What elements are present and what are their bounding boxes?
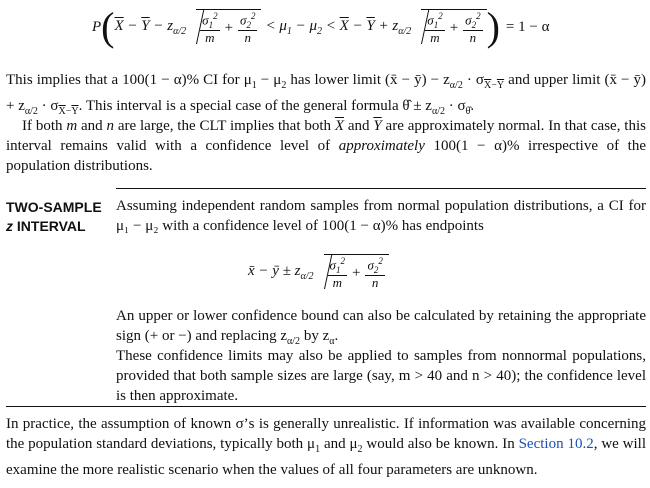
box-label-line1: TWO-SAMPLE bbox=[6, 199, 102, 215]
box-top-rule bbox=[116, 188, 646, 189]
para1-text-a: This implies that a 100(1 − α)% CI for μ bbox=[6, 72, 252, 88]
paragraph-ci-limits: This implies that a 100(1 − α)% CI for $\mu_1 - \mu_2$ has lower limit (x̄ − ȳ) − $z_{\alpha/2} \cdot \sigma_{\overline{X}-\overline{Y}}$ and upper limit (x̄ − ȳ) + $z_{\alpha/2} \cdot \sigma_{\overline{X}-\overline{Y}}$. This interval is a special case of the general formula θ̂ ± $z_{\alpha/2} \cdot \sigma_{\thetâ}$. bbox=[6, 72, 647, 117]
section-link[interactable]: Section 10.2 bbox=[518, 436, 594, 452]
para2-italic: approximately bbox=[338, 138, 425, 154]
box-formula-sqrt: $\frac{\sigma_1^2}{m}$ + $\frac{\sigma_2^2}{n}$ bbox=[324, 254, 389, 290]
para1-text-e: . bbox=[470, 98, 475, 114]
para3-text-c: would also be known. In bbox=[362, 436, 519, 452]
para3-text-d: , we will examine the more realistic scenario when the values of all four parameters are unknown. bbox=[6, 436, 647, 478]
formula-left-paren: ( bbox=[101, 4, 115, 49]
formula-sqrt-1: $\frac{\sigma_1^2}{m}$ + $\frac{\sigma_2^2}{n}$ bbox=[196, 9, 261, 45]
para2-text-d: and bbox=[344, 118, 374, 134]
para1-text-b: has lower limit (x̄ − ȳ) − z bbox=[286, 72, 450, 88]
para2-text-c: are large, the CLT implies that both bbox=[114, 118, 335, 134]
box-nonnormal-text: These confidence limits may also be applied to samples from nonnormal populations, provided that both sample sizes are large (say, m > 40 and n > 40); the confidence level is then approximate. bbox=[116, 348, 646, 404]
formula-right-paren: ) bbox=[486, 4, 500, 49]
para2-text-a: If both bbox=[22, 118, 67, 134]
para2-text-f: 100(1 − α)% irrespective of the population distributions. bbox=[6, 138, 646, 174]
formula-lower: $\overline{X} - \overline{Y} - z_{\alpha/2}$ bbox=[114, 17, 187, 37]
box-bound-b: by z bbox=[300, 328, 330, 344]
para2-text-b: and bbox=[77, 118, 107, 134]
para3-text-a: In practice, the assumption of known σ’s is generally unrealistic. If information was available concerning the population standard deviations, typically both μ bbox=[6, 416, 646, 452]
box-bound-text: An upper or lower confidence bound can also be calculated by retaining the appropriate sign (+ or −) and replacing $z_{\alpha/2}$ by $z_\alpha$. bbox=[116, 308, 646, 347]
box-bound-a: An upper or lower confidence bound can also be calculated by retaining the appropriate sign (+ or −) and replacing z bbox=[116, 308, 646, 344]
box-formula: x̄ − ȳ ± $z_{\alpha/2}$ $\frac{\sigma_1^2}{m}$ + $\frac{\sigma_2^2}{n}$ bbox=[248, 244, 389, 300]
paragraph-practice: In practice, the assumption of known σ’s is generally unrealistic. If information was available concerning the population standard deviations, typically both $\mu_1$ and $\mu_2$ would also be known. In Section 10.2, we will examine the more realistic scenario when the values of all four parameters are unknown. bbox=[6, 416, 647, 478]
formula-middle: < $\mu_1 - \mu_2 < \overline{X} - \overline{Y} + z_{\alpha/2}$ bbox=[265, 17, 412, 37]
para3-text-b: and μ bbox=[320, 436, 358, 452]
formula-p: P bbox=[92, 18, 102, 35]
box-label bbox=[6, 198, 102, 236]
box-label-line2: z INTERVAL bbox=[6, 218, 86, 234]
box-bound-c: . bbox=[334, 328, 339, 344]
para1-text-c: and upper limit bbox=[504, 72, 601, 88]
box-bottom-rule bbox=[6, 406, 646, 407]
paragraph-clt: If both m and n are large, the CLT implies that both $\overline{X}$ and $\overline{Y}$ are approximately normal. In that case, this interval remains valid with a confidence level of approximately 100(1 − α)% irrespective of the population distributions. bbox=[6, 118, 646, 174]
box-intro: Assuming independent random samples from normal population distributions, a CI for μ₁ − μ₂ with a confidence level of 100(1 − α)% has endpoints bbox=[116, 198, 646, 234]
formula-rhs: = 1 − α bbox=[505, 18, 550, 35]
display-formula bbox=[92, 2, 549, 52]
para2-text-e: are approximately normal. In that case, this interval remains valid with a confidence level of bbox=[6, 118, 646, 154]
formula-sqrt-2: $\frac{\sigma_1^2}{m}$ + $\frac{\sigma_2^2}{n}$ bbox=[421, 9, 486, 45]
para1-text-d: . This interval is a special case of the general formula θ̂ ± z bbox=[78, 98, 432, 114]
